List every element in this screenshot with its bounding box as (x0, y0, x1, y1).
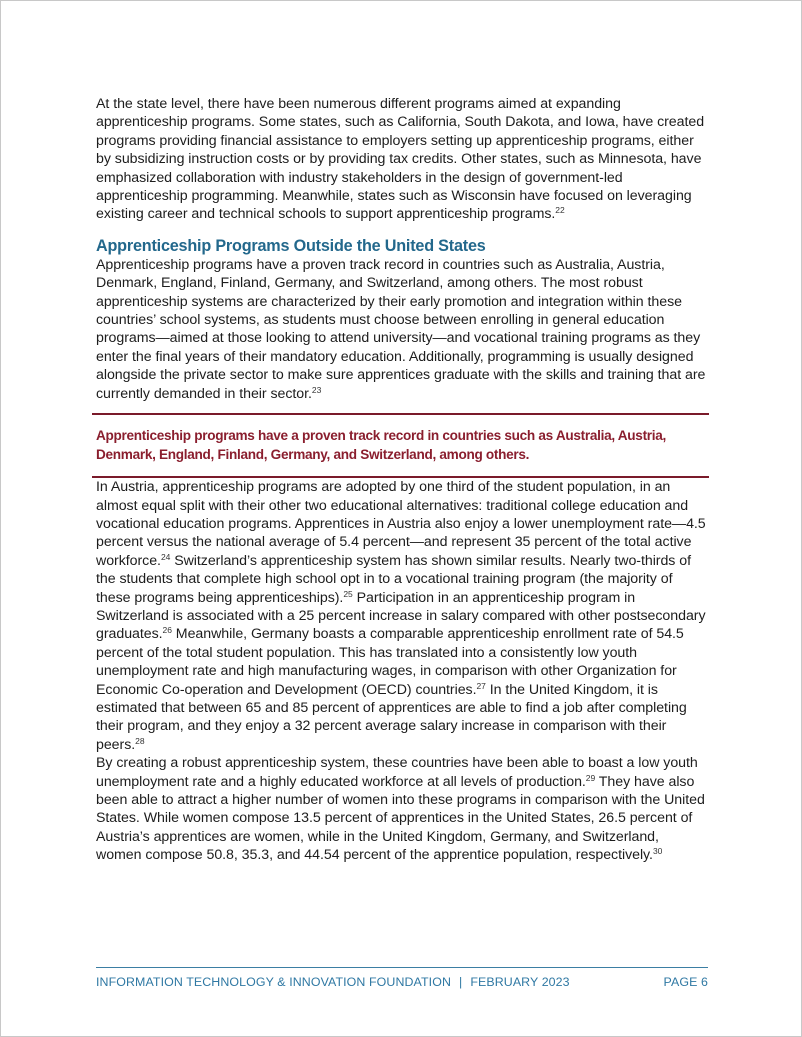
footer-organization: INFORMATION TECHNOLOGY & INNOVATION FOUNDATION (96, 975, 451, 989)
paragraph-text: Apprenticeship programs have a proven track record in countries such as Australia, Austria, Denmark, England, Finland, Germany, and Switzerland, among others. The most robust apprenticeship systems are characterized by their early promotion and integration within these countries’ school systems, as students must choose between enrolling in general education programs—aimed at those looking to attend university—and vocational training programs as they enter the final years of their mandatory education. Additionally, programming is usually designed alongside the private sector to make sure apprentices graduate with the skills and training that are currently demanded in their sector. (96, 256, 706, 402)
paragraph-text: By creating a robust apprenticeship system, these countries have been able to boast a low youth unemployment rate and a highly educated workforce at all levels of production. (96, 755, 698, 790)
page-content (96, 95, 708, 865)
footnote-ref[interactable]: 27 (476, 680, 486, 691)
paragraph-austria (96, 478, 708, 754)
footer-left (96, 975, 570, 989)
paragraph-outside-us (96, 256, 708, 403)
footnote-ref[interactable]: 25 (343, 588, 353, 599)
footnote-ref[interactable]: 24 (160, 551, 171, 562)
pull-quote-text: Apprenticeship programs have a proven track record in countries such as Australia, Austria, Denmark, England, Finland, Germany, and Switzerland, among others. (96, 428, 667, 462)
paragraph-text: In the United Kingdom, it is estimated that between 65 and 85 percent of apprentices are able to find a job after completing their program, and they enjoy a 32 percent average salary increase in comparison with their peers. (96, 681, 687, 753)
paragraph-state-level (96, 95, 708, 224)
paragraph-text: At the state level, there have been numerous different programs aimed at expanding apprenticeship programs. Some states, such as California, South Dakota, and Iowa, have created programs providing financial assistance to employers setting up apprenticeship programs, either by subsidizing instruction costs or by providing tax credits. Other states, such as Minnesota, have emphasized collaboration with industry stakeholders in the design of government-led apprenticeship programming. Meanwhile, states such as Wisconsin have focused on leveraging existing career and technical schools to support apprenticeship programs. (96, 96, 705, 223)
footnote-ref[interactable]: 23 (311, 384, 322, 395)
paragraph-text: Participation in an apprenticeship program in Switzerland is associated with a 25 percent increase in salary compared with other postsecondary graduates. (96, 589, 706, 643)
footnote-ref[interactable]: 29 (585, 772, 596, 783)
footer-page-number: PAGE 6 (663, 975, 708, 989)
footer-separator: | (459, 975, 463, 989)
footnote-ref[interactable]: 30 (652, 846, 663, 857)
footnote-ref[interactable]: 28 (135, 735, 145, 746)
pull-quote (92, 413, 709, 478)
footer-date: FEBRUARY 2023 (470, 975, 570, 989)
paragraph-text: They have also been able to attract a higher number of women into these programs in comparison with the United States. While women compose 13.5 percent of apprentices in the United States, 26.5 percent of Austria’s apprentices are women, while in the United Kingdom, Germany, and Switzerland, women compose 50.8, 35.3, and 44.54 percent of the apprentice population, respectively. (96, 773, 705, 864)
footnote-ref[interactable]: 22 (555, 205, 565, 216)
paragraph-text: In Austria, apprenticeship programs are adopted by one third of the student population, in an almost equal split with their other two educational alternatives: traditional college education and vocational education programs. Apprentices in Austria also enjoy a lower unemployment rate—4.5 percent versus the national average of 5.4 percent—and represent 35 percent of the total active workforce. (96, 479, 706, 569)
section-heading: Apprenticeship Programs Outside the United States (96, 236, 486, 255)
paragraph-robust-system (96, 754, 708, 864)
page-footer (96, 967, 708, 989)
paragraph-text: Switzerland’s apprenticeship system has shown similar results. Nearly two-thirds of the students that complete high school opt in to a vocational training program (the majority of these programs being apprenticeships). (96, 552, 691, 606)
paragraph-text: Meanwhile, Germany boasts a comparable apprenticeship enrollment rate of 54.5 percent of the total student population. This has translated into a consistently low youth unemployment rate and high manufacturing wages, in comparison with other Organization for Economic Co-operation and Development (OECD) countries. (96, 626, 684, 698)
footnote-ref[interactable]: 26 (162, 625, 172, 636)
